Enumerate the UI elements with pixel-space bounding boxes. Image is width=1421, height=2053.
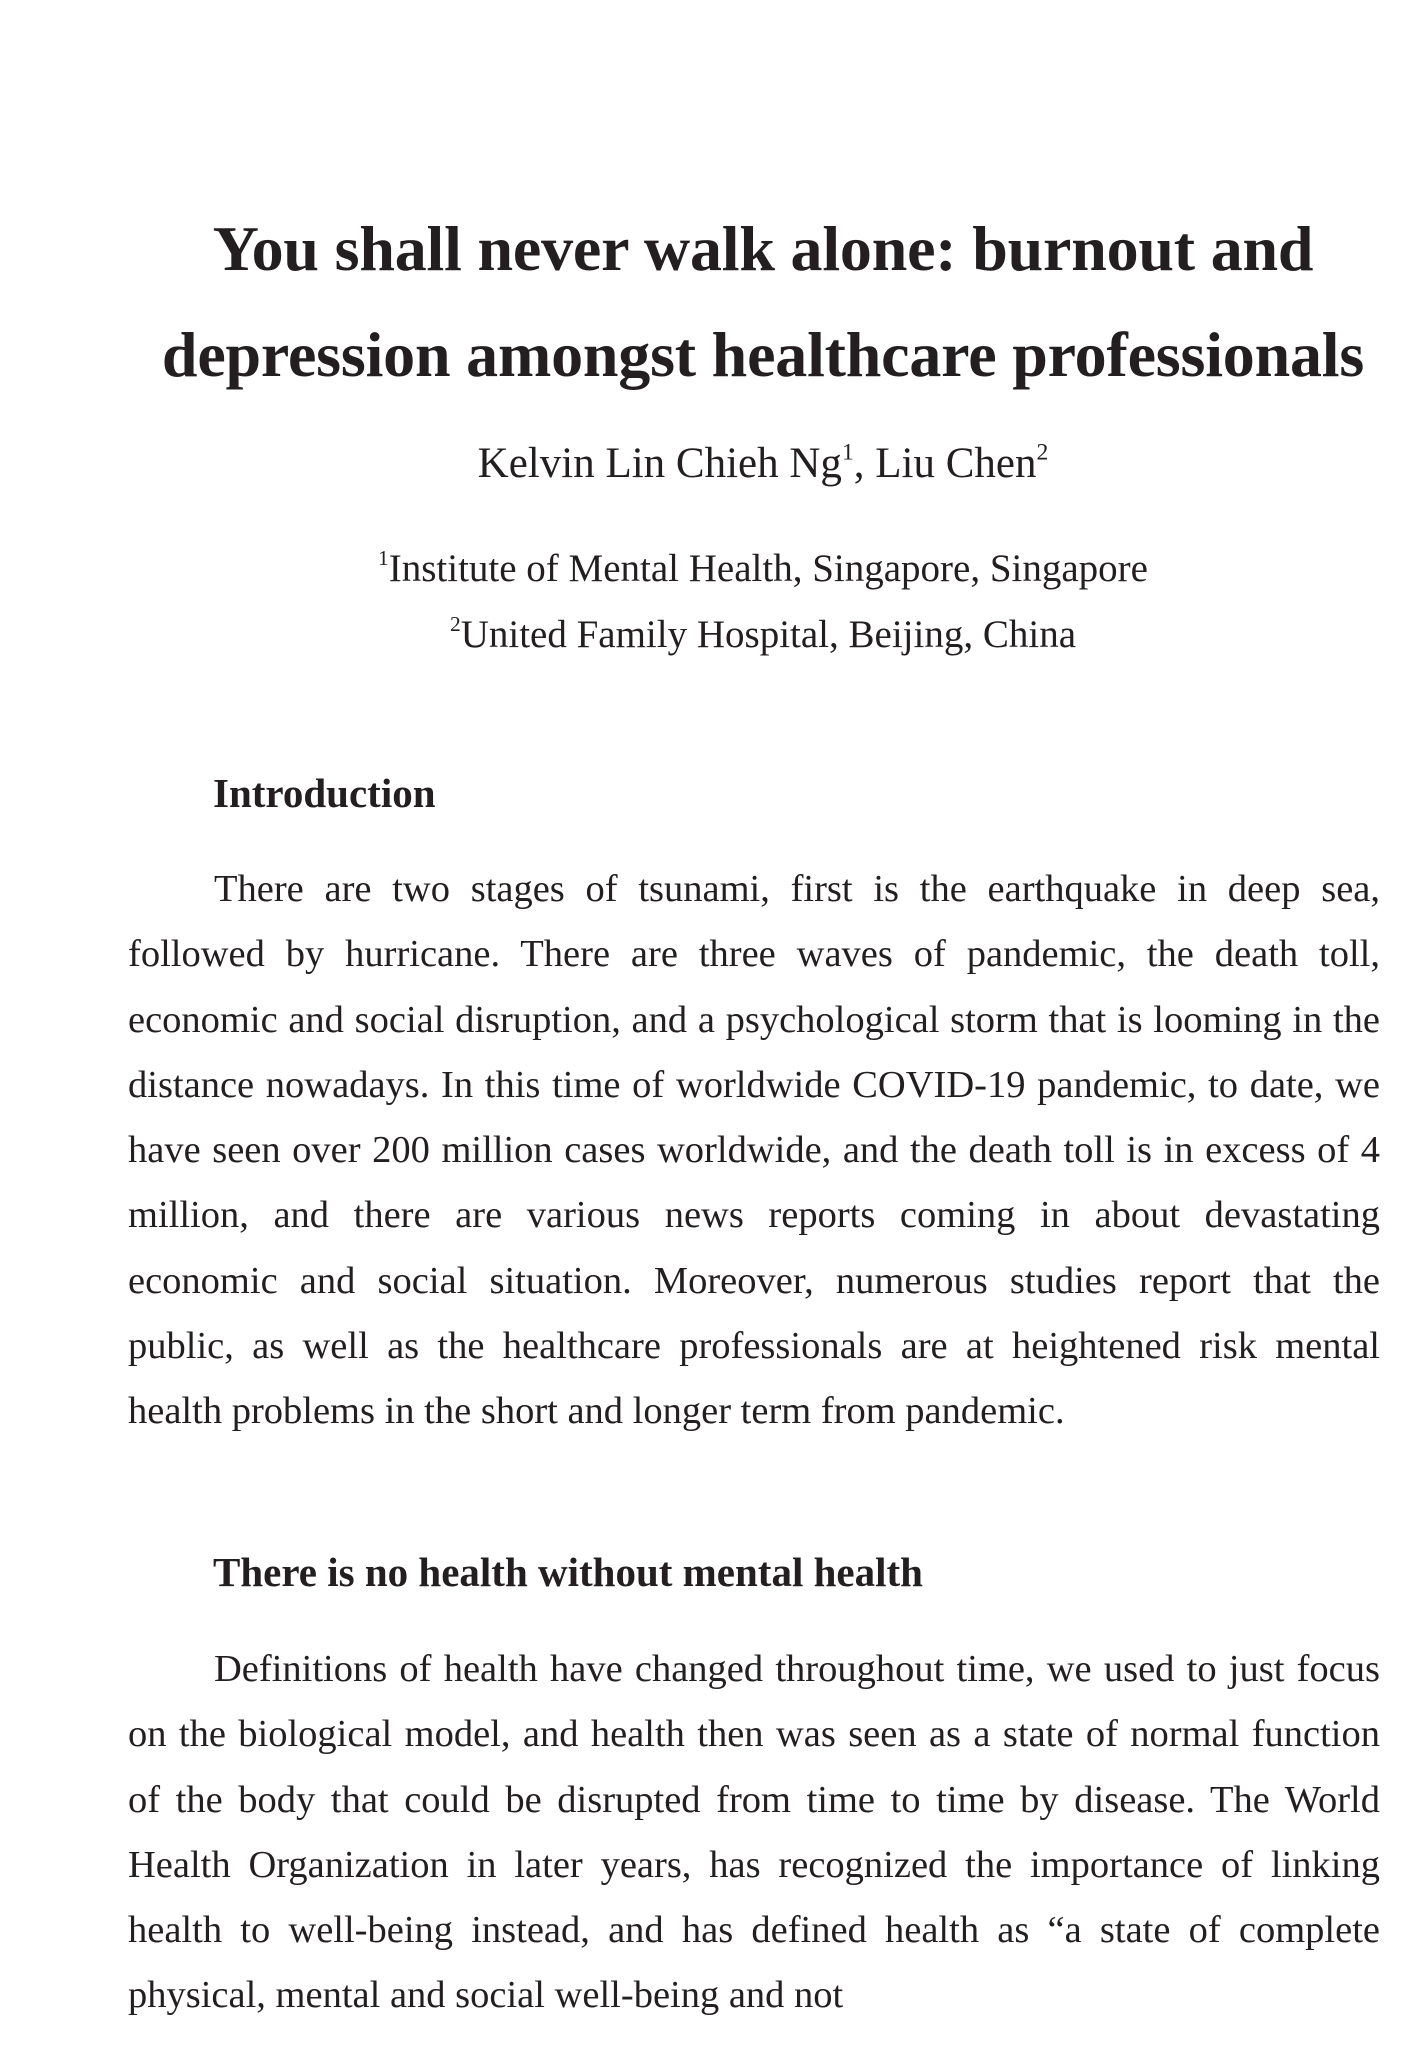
paper-title	[128, 196, 1398, 408]
author-list	[128, 434, 1398, 494]
author-affiliation-marker: 2	[1036, 439, 1049, 466]
introduction-paragraph: There are two stages of tsunami, first is the earthquake in deep sea, followed by hurricane. There are three waves of pandemic, the death toll, economic and social disruption, and a psychological storm that is looming in the distance nowadays. In this time of worldwide COVID-19 pandemic, to date, we have seen over 200 million cases worldwide, and the death toll is in excess of 4 million, and there are various news reports coming in about devastating economic and social situation. Moreover, numerous studies report that the public, as well as the healthcare professionals are at heightened risk mental health problems in the short and longer term from pandemic.	[128, 868, 1380, 1433]
author-name: Liu Chen	[875, 440, 1037, 487]
health-definitions-paragraph: Definitions of health have changed throughout time, we used to just focus on the biological model, and health then was seen as a state of normal function of the body that could be disrupted from time to time by disease. The World Health Organization in later years, has recognized the importance of linking health to well-being instead, and has defined health as “a state of complete physical, mental and social well-being and not	[128, 1648, 1380, 2017]
title-line-2: depression amongst healthcare professionals	[161, 319, 1365, 390]
title-line-1: You shall never walk alone: burnout and	[212, 213, 1314, 284]
affiliation-list	[128, 536, 1398, 668]
section-heading-introduction: Introduction	[213, 770, 436, 816]
affiliation-text: Institute of Mental Health, Singapore, Singapore	[388, 547, 1148, 590]
author-name: Kelvin Lin Chieh Ng	[477, 440, 842, 487]
affiliation-line	[128, 536, 1398, 602]
author-separator: ,	[853, 440, 876, 487]
affiliation-line	[128, 602, 1398, 668]
affiliation-marker: 2	[449, 611, 461, 636]
affiliation-text: United Family Hospital, Beijing, China	[460, 613, 1077, 656]
section-heading-no-health-without-mental-health: There is no health without mental health	[213, 1549, 923, 1595]
affiliation-marker: 1	[378, 545, 389, 570]
author-affiliation-marker: 1	[841, 439, 854, 466]
